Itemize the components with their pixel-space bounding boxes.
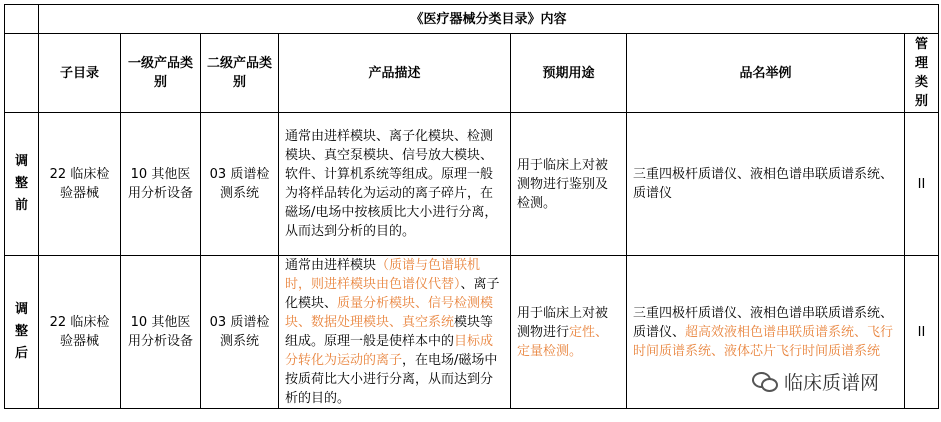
row-label-after: 调 整 后 — [5, 256, 39, 409]
header-description: 产品描述 — [279, 34, 511, 113]
header-level1: 一级产品类别 — [121, 34, 201, 113]
cell-examples: 三重四极杆质谱仪、液相色谱串联质谱系统、质谱仪 — [627, 113, 905, 256]
header-examples: 品名举例 — [627, 34, 905, 113]
cell-intended-use: 用于临床上对被测物进行鉴别及检测。 — [511, 113, 627, 256]
header-management-class: 管理类别 — [905, 34, 939, 113]
highlighted-text: 质量分析模块、信号检测模块、数据处理模块、真空系统 — [285, 296, 494, 330]
plain-text: 三重四极杆质谱仪、液相色谱串联质谱系统、质谱仪、 — [633, 305, 894, 340]
plain-text: 用于临床上对被测物进行 — [517, 305, 609, 340]
row-label-header — [5, 34, 39, 113]
highlighted-text: 目标成分转化为运动的离子 — [285, 334, 494, 368]
cell-management-class: II — [905, 113, 939, 256]
highlighted-text: 定性、定量检测。 — [517, 324, 609, 359]
classification-table — [4, 4, 939, 409]
highlighted-text: （质谱与色谱联机时，则进样模块由色谱仪代替） — [285, 258, 481, 292]
cell-description — [279, 256, 511, 409]
watermark — [752, 368, 879, 394]
cell-description: 通常由进样模块、离子化模块、检测模块、真空泵模块、信号放大模块、软件、计算机系统等组成。原理一般为将样品转化为运动的离子碎片，在磁场/电场中按核质比大小进行分离，从而达到分析的目的。 — [279, 113, 511, 256]
table-title: 《医疗器械分类目录》内容 — [39, 5, 939, 34]
row-label-before: 调 整 前 — [5, 113, 39, 256]
header-level2: 二级产品类别 — [201, 34, 279, 113]
cell-sub-catalog: 22 临床检验器械 — [39, 256, 121, 409]
cell-intended-use — [511, 256, 627, 409]
highlighted-text: 超高效液相色谱串联质谱系统、飞行时间质谱系统、液体芯片飞行时间质谱系统 — [633, 324, 894, 359]
plain-text: 通常由进样模块 — [285, 258, 377, 273]
plain-text: 、离子化模块、 — [285, 277, 500, 311]
cell-level1: 10 其他医用分析设备 — [121, 256, 201, 409]
plain-text: ，在电场/磁场中按质荷比大小进行分离，从而达到分析的目的。 — [285, 353, 498, 406]
cell-sub-catalog: 22 临床检验器械 — [39, 113, 121, 256]
wechat-icon — [752, 370, 778, 392]
cell-level2: 03 质谱检测系统 — [201, 256, 279, 409]
plain-text: 模块等组成。原理一般是使样本中的 — [285, 315, 494, 349]
corner-cell — [5, 5, 39, 34]
table-row-before — [5, 113, 939, 256]
cell-level2: 03 质谱检测系统 — [201, 113, 279, 256]
cell-level1: 10 其他医用分析设备 — [121, 113, 201, 256]
header-intended-use: 预期用途 — [511, 34, 627, 113]
cell-management-class: II — [905, 256, 939, 409]
header-sub-catalog: 子目录 — [39, 34, 121, 113]
watermark-text: 临床质谱网 — [784, 371, 880, 394]
